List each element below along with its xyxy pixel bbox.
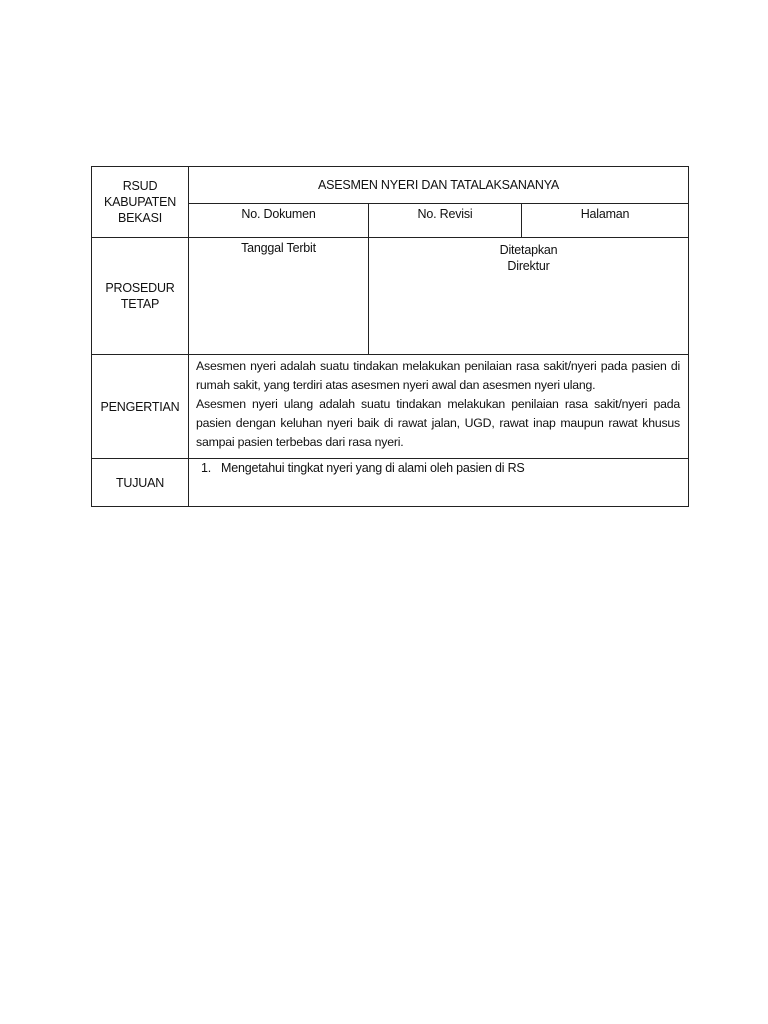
prosedur-tetap-cell	[92, 238, 189, 355]
institution-line: BEKASI	[118, 211, 162, 225]
header-no-dokumen: No. Dokumen	[189, 204, 369, 238]
institution-line: KABUPATEN	[103, 195, 177, 209]
tujuan-content	[189, 459, 689, 507]
prosedur-line: TETAP	[120, 297, 160, 311]
institution-cell	[92, 167, 189, 238]
tujuan-item-text: Mengetahui tingkat nyeri yang di alami oleh pasien di RS	[221, 461, 525, 475]
pengertian-paragraph: Asesmen nyeri ulang adalah suatu tindakan melakukan penilaian rasa sakit/nyeri pada pasien dengan keluhan nyeri baik di rawat jalan, UGD, rawat inap maupun rawat khusus sampai pasien terbebas dari rasa nyeri.	[196, 397, 681, 449]
ditetapkan-line: Direktur	[507, 259, 550, 273]
procedure-table	[91, 166, 689, 507]
header-no-revisi: No. Revisi	[369, 204, 522, 238]
tujuan-item-number: 1.	[201, 461, 212, 475]
ditetapkan-line: Ditetapkan	[499, 243, 558, 257]
document-title: ASESMEN NYERI DAN TATALAKSANANYA	[189, 167, 689, 204]
prosedur-line: PROSEDUR	[105, 281, 175, 295]
tujuan-label: TUJUAN	[92, 459, 189, 507]
tanggal-terbit-cell: Tanggal Terbit	[189, 238, 369, 355]
header-halaman: Halaman	[522, 204, 689, 238]
pengertian-paragraph: Asesmen nyeri adalah suatu tindakan melakukan penilaian rasa sakit/nyeri pada pasien di rumah sakit, yang terdiri atas asesmen nyeri awal dan asesmen nyeri ulang.	[196, 359, 681, 392]
ditetapkan-cell	[369, 238, 689, 355]
pengertian-label: PENGERTIAN	[92, 355, 189, 459]
tujuan-list-item	[201, 460, 682, 477]
pengertian-content	[189, 355, 689, 459]
institution-line: RSUD	[122, 179, 158, 193]
